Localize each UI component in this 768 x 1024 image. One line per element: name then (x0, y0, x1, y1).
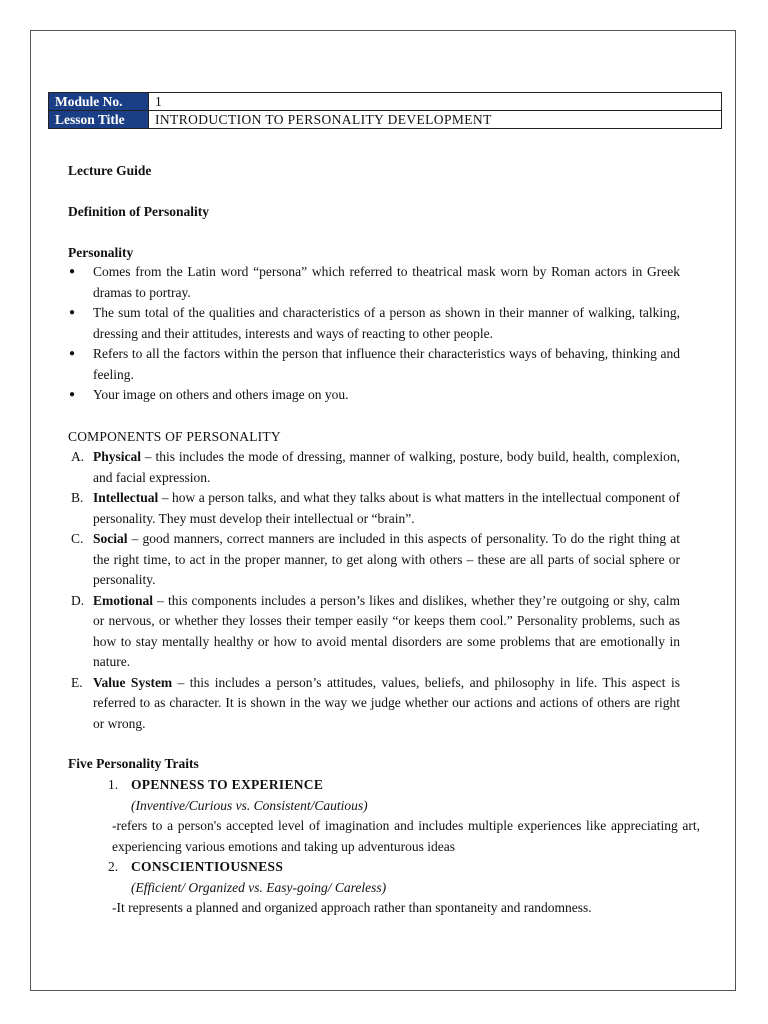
list-item: ● Your image on others and others image on you. (48, 385, 680, 406)
list-marker: A. (71, 449, 85, 464)
list-marker: B. (71, 490, 84, 505)
trait-name: OPENNESS TO EXPERIENCE (131, 777, 324, 792)
list-item (48, 529, 680, 591)
component-term: Physical (93, 449, 142, 464)
module-label: Module No. (49, 93, 149, 111)
component-term: Value System (93, 674, 173, 690)
component-text: – good manners, correct manners are included in this aspects of personality. To do the right thing at the right time, to act in the proper manner, to get along with others – these are all parts of social sphere or personality. (93, 531, 680, 587)
heading-definition: Definition of Personality (68, 204, 209, 219)
trait-number: 2. (108, 859, 119, 874)
list-marker: C. (71, 531, 84, 546)
list-item: ● Refers to all the factors within the person that influence their characteristics ways of behaving, thinking and feeling. (48, 344, 680, 385)
lesson-title: INTRODUCTION TO PERSONALITY DEVELOPMENT (149, 111, 722, 129)
document-content (48, 92, 722, 129)
list-item (48, 488, 680, 529)
heading-components: COMPONENTS OF PERSONALITY (68, 429, 281, 444)
list-item (48, 447, 680, 488)
trait-description: -It represents a planned and organized approach rather than spontaneity and randomness. (112, 900, 592, 915)
module-row (49, 93, 722, 111)
component-term: Social (93, 531, 128, 546)
list-item: ● Comes from the Latin word “persona” which referred to theatrical mask worn by Roman actors in Greek dramas to portray. (48, 262, 680, 303)
heading-five-traits: Five Personality Traits (68, 756, 199, 771)
component-term: Emotional (93, 592, 154, 608)
heading-lecture-guide: Lecture Guide (68, 163, 152, 178)
component-text: – this includes the mode of dressing, manner of walking, posture, body build, health, complexion, and facial expression. (93, 449, 680, 485)
component-text: – how a person talks, and what they talks about is what matters in the intellectual component of personality. They must develop their intellectual or “brain”. (93, 490, 680, 526)
trait-description: -refers to a person's accepted level of imagination and includes multiple experiences like appreciating art, experiencing various emotions and taking up adventurous ideas (112, 818, 700, 854)
component-text: – this components includes a person’s likes and dislikes, whether they’re outgoing or shy, calm or nervous, or whether they losses their temper easily “or keeps them cool.” Personality problems, such as how to stay mentally healthy or how to avoid mental disorders are some problems that are emotionally in nature. (93, 592, 680, 669)
components-list (48, 447, 680, 734)
component-text: – this includes a person’s attitudes, values, beliefs, and philosophy in life. This aspect is referred to as character. It is shown in the way we judge whether our actions and actions of others are right or wrong. (93, 674, 680, 731)
lesson-row (49, 111, 722, 129)
list-item: ● The sum total of the qualities and characteristics of a person as shown in their manner of walking, talking, dressing and their attitudes, interests and ways of reacting to other people. (48, 303, 680, 344)
trait-descriptors: (Efficient/ Organized vs. Easy-going/ Careless) (131, 879, 387, 895)
trait-openness (108, 775, 700, 857)
list-item (48, 591, 680, 673)
trait-descriptors: (Inventive/Curious vs. Consistent/Cautious) (131, 797, 368, 813)
list-item (48, 673, 680, 735)
heading-personality: Personality (68, 245, 134, 260)
lesson-label: Lesson Title (49, 111, 149, 129)
trait-conscientiousness (108, 857, 700, 919)
module-info-table (48, 92, 722, 129)
trait-name: CONSCIENTIOUSNESS (131, 859, 284, 874)
component-term: Intellectual (93, 490, 159, 505)
module-value: 1 (149, 93, 722, 111)
list-marker: E. (71, 674, 83, 690)
personality-bullet-list (48, 262, 680, 406)
trait-number: 1. (108, 777, 119, 792)
list-marker: D. (71, 592, 85, 608)
